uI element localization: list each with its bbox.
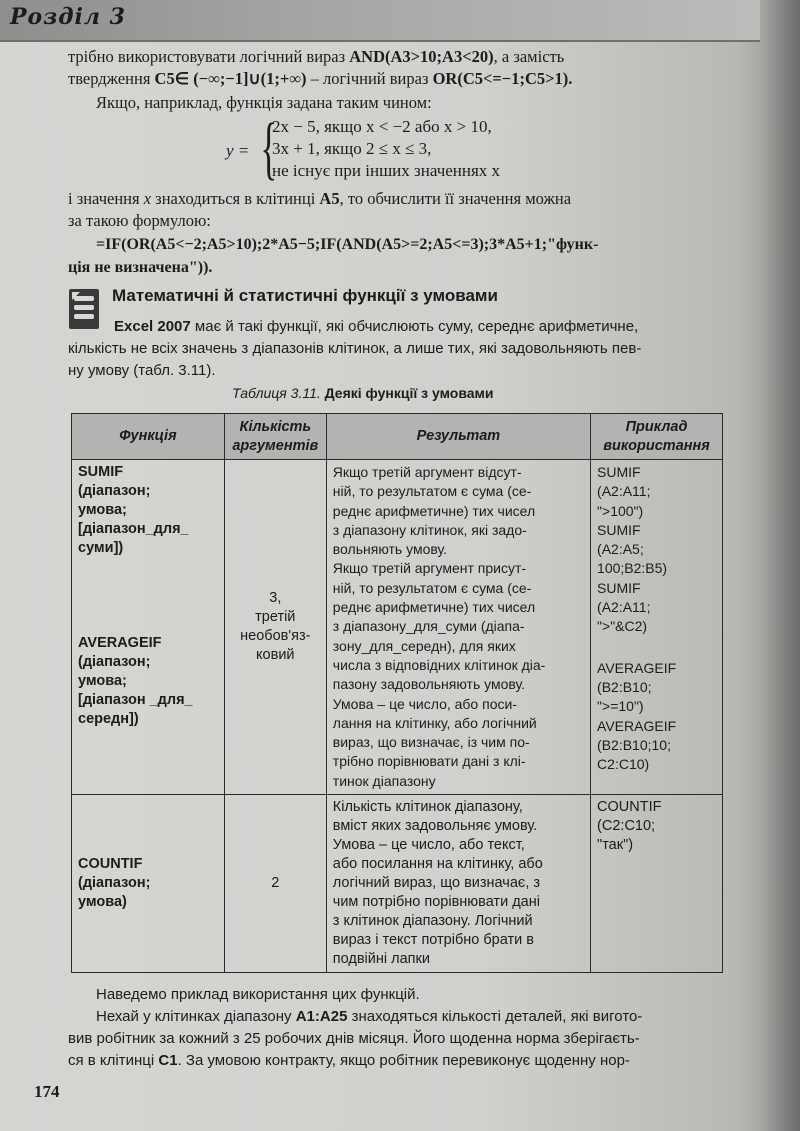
footer-line-4 — [68, 1050, 723, 1072]
piecewise-case-2: 3x + 1, якщо 2 ≤ x ≤ 3, — [272, 139, 432, 158]
example-line: (B2:B10; — [597, 678, 652, 695]
piecewise-lhs: y = — [226, 141, 250, 160]
result-line: вольняють умову. — [332, 541, 447, 558]
result-line: Якщо третій аргумент відсут- — [332, 464, 522, 480]
fn-line: (діапазон; — [78, 654, 151, 670]
fn-line: умова; — [78, 673, 127, 689]
result-line: подвійні лапки — [332, 951, 430, 968]
cell-ref: A5 — [319, 189, 340, 208]
section-para-line-3: ну умову (табл. 3.11). — [68, 362, 216, 379]
fn-line: COUNTIF — [78, 856, 143, 873]
range-ref: A1:A25 — [295, 1008, 348, 1025]
args-line: 3, — [269, 590, 282, 607]
fn-line: [діапазон_для_ — [78, 521, 189, 537]
piecewise-case-3: не існує при інших значеннях x — [272, 161, 501, 180]
result-line: Умова – це число, або поси- — [332, 695, 517, 712]
set-expression: C5∈ (−∞;−1]∪(1;+∞) — [154, 69, 307, 88]
footer-line-1: Наведемо приклад використання цих функцій. — [96, 986, 420, 1003]
result-line: числа з відповідних клітинок діа- — [332, 656, 546, 673]
caption-prefix: Таблиця 3.11. — [232, 385, 321, 401]
example-line: "так") — [597, 837, 634, 854]
binding-shadow — [760, 0, 800, 1131]
text-span: – логічний вираз — [306, 69, 429, 88]
table-row — [72, 460, 723, 795]
result-line: з діапазону_для_суми (діапа- — [332, 618, 525, 635]
args-line: третій — [255, 609, 296, 626]
table-caption — [232, 385, 494, 401]
example-line: AVERAGEIF — [597, 659, 677, 676]
text-span: і значення — [68, 189, 140, 208]
after-line-1 — [68, 188, 723, 210]
result-line: логічний вираз, що визначає, з — [332, 875, 541, 892]
example-line: (B2:B10;10; — [597, 736, 671, 753]
section-heading: Математичні й статистичні функції з умовами — [112, 286, 498, 305]
excel-name: Excel 2007 — [114, 318, 191, 335]
result-line: вираз і текст потрібно брати в — [332, 932, 534, 949]
text-span: ся в клітинці — [68, 1052, 155, 1069]
example-line: SUMIF — [597, 521, 641, 538]
text-span: трібно використовувати логічний вираз — [68, 47, 346, 66]
fn-line: суми]) — [78, 540, 124, 556]
formula-and: AND(A3>10;A3<20) — [349, 47, 494, 66]
fn-line: середн]) — [78, 711, 139, 727]
example-line: ">100") — [597, 502, 644, 519]
result-line: лання на клітинку, або логічний — [332, 714, 537, 731]
result-line: вміст яких задовольняє умову. — [332, 818, 538, 835]
args-line: необов'яз- — [240, 628, 311, 645]
result-line: пазону задовольняють умову. — [332, 676, 526, 693]
result-line: вираз, що визначає, із чим по- — [332, 734, 530, 751]
cell-ref: C1 — [158, 1052, 178, 1069]
text-span: , то обчислити її значення можна — [339, 189, 572, 208]
intro-line-1 — [68, 46, 723, 68]
result-line: трібно порівнювати дані з клі- — [332, 753, 526, 770]
text-span: знаходиться в клітинці — [155, 189, 316, 208]
fn-line: AVERAGEIF — [78, 635, 162, 651]
example-cell — [591, 795, 723, 973]
section-para-line-2: кількість не всіх значень з діапазонів клітинок, а лише тих, які задовольняють пев- — [68, 340, 642, 357]
example-line: (A2:A5; — [597, 541, 644, 558]
result-cell — [326, 795, 590, 973]
chapter-title: Розділ 3 — [10, 4, 126, 30]
result-line: Якщо третій аргумент присут- — [332, 560, 527, 577]
example-line: SUMIF — [597, 464, 641, 480]
fn-line: умова) — [78, 894, 127, 911]
text-span: знаходяться кількості деталей, які вигото- — [347, 1008, 643, 1025]
example-line: COUNTIF — [597, 799, 662, 816]
brace-icon: { — [260, 110, 278, 187]
example-line: AVERAGEIF — [597, 717, 677, 734]
piecewise-case-1: 2x − 5, якщо x < −2 або x > 10, — [272, 117, 492, 136]
section-para-line-1 — [114, 316, 724, 338]
result-line: зону_для_середн), для яких — [332, 637, 516, 654]
fn-line: (діапазон; — [78, 483, 151, 499]
args-cell — [224, 460, 326, 795]
text-span: , а замість — [493, 47, 565, 66]
example-line: ">=10") — [597, 698, 644, 715]
functions-table — [71, 413, 723, 973]
text-span: Нехай у клітинках діапазону — [96, 1008, 292, 1025]
fn-line: [діапазон _для_ — [78, 692, 193, 708]
after-line-2: за такою формулою: — [68, 211, 211, 230]
table-row — [72, 795, 723, 973]
result-line: з клітинок діапазону. Логічний — [332, 913, 533, 930]
result-line: з діапазону клітинок, які задо- — [332, 521, 527, 538]
result-line: Кількість клітинок діапазону, — [332, 799, 523, 816]
result-line: Умова – це число, або текст, — [332, 837, 525, 854]
result-line: чим потрібно порівнювати дані — [332, 894, 540, 911]
page-number: 174 — [34, 1082, 60, 1101]
example-line: (C2:C10; — [597, 818, 656, 835]
excel-formula-line-1: =IF(OR(A5<−2;A5>10);2*A5−5;IF(AND(A5>=2;A5<=3);3*A5+1;"функ- — [96, 236, 599, 253]
footer-line-2 — [68, 1006, 723, 1028]
example-line: (A2:A11; — [597, 599, 651, 616]
function-cell — [72, 795, 225, 973]
header-example: Приклад використання — [591, 414, 723, 460]
result-cell — [326, 460, 590, 795]
header-function: Функція — [72, 414, 225, 460]
fn-line: SUMIF — [78, 464, 124, 480]
example-line: ">"&C2) — [597, 618, 648, 635]
footer-line-3: вив робітник за кожний з 25 робочих днів місяця. Його щоденна норма зберігаєть- — [68, 1030, 640, 1047]
result-line: реднє арифметичне) тих чисел — [332, 599, 536, 616]
args-line: ковий — [256, 647, 295, 664]
example-line: 100;B2:B5) — [597, 560, 668, 577]
example-line: C2:C10) — [597, 756, 650, 773]
variable-x: x — [143, 189, 152, 208]
text-span: твердження — [68, 69, 151, 88]
header-result: Результат — [326, 414, 590, 460]
example-line: SUMIF — [597, 579, 641, 596]
result-line: ній, то результатом є сума (се- — [332, 483, 532, 500]
fn-line: (діапазон; — [78, 875, 151, 892]
book-stack-icon — [68, 288, 100, 330]
function-cell — [72, 460, 225, 795]
text-span: має й такі функції, які обчислюють суму, середнє арифметичне, — [190, 318, 639, 335]
args-cell: 2 — [224, 795, 326, 973]
formula-or: OR(C5<=−1;C5>1). — [432, 69, 573, 88]
intro-line-3: Якщо, наприклад, функція задана таким чином: — [96, 93, 432, 112]
intro-line-2 — [68, 68, 723, 90]
result-line: або посилання на клітинку, або — [332, 856, 543, 873]
header-args: Кількість аргументів — [224, 414, 326, 460]
chapter-header — [0, 0, 760, 42]
example-line: (A2:A11; — [597, 483, 651, 500]
caption-title: Деякі функції з умовами — [324, 385, 494, 401]
result-line: тинок діапазону — [332, 772, 436, 789]
result-line: реднє арифметичне) тих чисел — [332, 502, 536, 519]
fn-line: умова; — [78, 502, 127, 518]
text-span: . За умовою контракту, якщо робітник перевиконує щоденну нор- — [177, 1052, 630, 1069]
excel-formula-line-2: ція не визначена")). — [68, 259, 213, 276]
example-cell — [591, 460, 723, 795]
result-line: ній, то результатом є сума (се- — [332, 579, 532, 596]
table-header-row — [72, 414, 723, 460]
